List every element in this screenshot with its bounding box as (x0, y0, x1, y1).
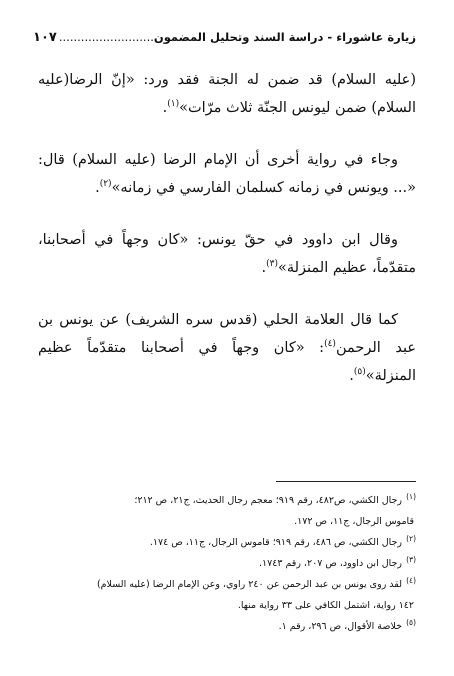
footnotes (36, 490, 416, 637)
footnote-4-continuation: ١٤٢ رواية، اشتمل الكافي على ٣٣ رواية منها. (237, 600, 414, 611)
footnote-number: (٤) (406, 576, 416, 585)
footnote-ref-3: (٣) (266, 259, 278, 270)
footnote-separator (276, 481, 416, 482)
footnote-ref-4: (٤) (324, 339, 336, 350)
footnote-text: رجال الكشي، ص ٤٨٦، رقم ٩١٩؛ قاموس الرجال، ج١١، ص ١٧٤. (149, 537, 402, 548)
footnote-ref-5: (٥) (353, 367, 366, 378)
footnote-text: رجال الكشي، ص٤٨٢، رقم ٩١٩؛ معجم رجال الحديث، ج٢١، ص ٢١٢؛ (134, 495, 402, 506)
paragraph-3 (38, 226, 416, 282)
paragraph-1 (38, 66, 416, 122)
paragraph-text: (عليه السلام) قد ضمن له الجنة فقد ورد: «إنّ الرضا(عليه السلام) ضمن ليونس الجنّة ثلاث مرّات» (38, 72, 416, 116)
footnote-4 (36, 574, 416, 595)
page-number: ١٠٧ (33, 30, 57, 45)
paragraph-tail: . (95, 180, 100, 196)
paragraph-tail: . (349, 368, 354, 384)
footnote-number: (٣) (406, 555, 416, 564)
footnote-number: (٢) (406, 534, 416, 543)
footnote-text: لقد روى يونس بن عبد الرحمن عن ٢٤٠ راوي، وعن الإمام الرضا (عليه السلام) (96, 579, 402, 590)
footnote-5 (36, 616, 416, 637)
footnote-ref-2: (٢) (99, 179, 112, 190)
footnote-text: رجال ابن داوود، ص ٢٠٧، رقم ١٧٤٣. (258, 558, 402, 569)
footnote-number: (١) (406, 492, 416, 501)
paragraph-text: وقال ابن داوود في حقّ يونس: «كان وجهاً في أصحابنا، متقدّماً، عظيم المنزلة» (38, 232, 416, 276)
paragraph-tail: . (261, 260, 267, 276)
paragraph-text-b: : «كان وجهاً في أصحابنا متقدّماً عظيم المنزلة» (38, 340, 416, 384)
main-text (38, 66, 416, 414)
paragraph-tail: . (162, 100, 168, 116)
running-header-title: زيارة عاشوراء - دراسة السند وتحليل المضمون (153, 30, 416, 44)
paragraph-4 (38, 306, 416, 390)
footnote-2 (36, 532, 416, 553)
paragraph-text-a: كما قال العلامة الحلي (قدس سره الشريف) عن يونس بن عبد الرحمن (38, 312, 416, 356)
footnote-number: (٥) (406, 618, 416, 627)
paragraph-2 (38, 146, 416, 202)
paragraph-text: وجاء في رواية أخرى أن الإمام الرضا (عليه السلام) قال: «... ويونس في زمانه كسلمان الفارسي في زمانه» (38, 152, 416, 196)
running-header-page (33, 30, 154, 45)
footnote-ref-1: (١) (167, 99, 180, 110)
footnote-3 (36, 553, 416, 574)
leader-dots: .......................... (58, 30, 154, 44)
footnote-1 (36, 490, 416, 511)
running-header (33, 30, 416, 52)
footnote-1-continuation: قاموس الرجال، ج١١، ص ١٧٢. (294, 516, 414, 527)
footnote-text: خلاصة الأقوال، ص ٢٩٦، رقم ١. (278, 621, 402, 632)
